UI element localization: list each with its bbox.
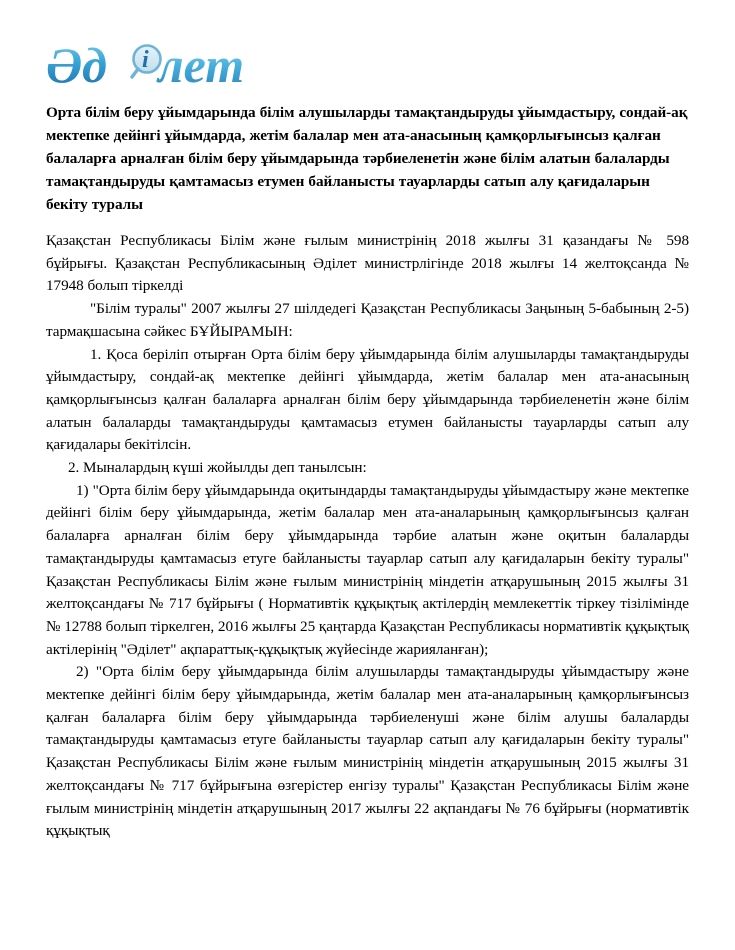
svg-text:i: i bbox=[142, 47, 149, 73]
document-title: Орта білім беру ұйымдарында білім алушыларды тамақтандыруды ұйымдастыру, сондай-ақ мектепке дейінгі ұйымдарда, жетім балалар мен ата-анасының қамқорлығынсыз қалған балаларға арналған білім беру ұйымдарында тәрбиеленетін және білім алатын балаларды тамақтандыруды қамтамасыз етумен байланысты тауарларды сатып алу қағидаларын бекіту туралы bbox=[46, 104, 688, 213]
svg-text:Әд: Әд bbox=[46, 37, 107, 93]
paragraph-clause-2-sub-2: 2) "Орта білім беру ұйымдарында білім алушыларды тамақтандыруды ұйымдастыру және мектепке дейінгі білім беру ұйымдарында, жетім балалар мен ата-аналарының қамқорлығынсыз қалған балаларға білім беру ұйымдарында тәрбиеленуші және білім алушы балаларды тамақтандыруды қамтамасыз етуге байланысты тауарлар сатып алу қағидаларын бекіту туралы" Қазақстан Республикасы Білім және ғылым министрінің міндетін атқарушының 2015 жылғы 31 желтоқсандағы № 717 бұйрығына өзгерістер енгізу туралы" Қазақстан Республикасы Білім және ғылым министрінің міндетін атқарушының 2017 жылғы 22 ақпандағы № 76 бұйрығы (нормативтік құқықтық bbox=[46, 663, 689, 840]
paragraph-clause-2-sub-1: 1) "Орта білім беру ұйымдарында оқитындарды тамақтандыруды ұйымдастыру және мектепке дейінгі білім беру ұйымдарында, жетім балалар мен ата-аналарының қамқорлығынсыз қалған балаларға арналған білім беру ұйымдарында тәрбие алатын және оқитын балаларды тамақтандыруды қамтамасыз етуге байланысты тауарлар сатып алу қағидаларын бекіту туралы" Қазақстан Республикасы Білім және ғылым министрінің міндетін атқарушының 2015 жылғы 31 желтоқсандағы № 717 бұйрығы ( Нормативтік құқықтық актілердің мемлекеттік тіркеу тізілімінде № 12788 болып тіркелген, 2016 жылғы 25 қаңтарда Қазақстан Республикасы нормативтік құқықтық актілерінің "Әділет" ақпараттық-құқықтық жүйесінде жарияланған); bbox=[46, 481, 689, 658]
adilet-logo[interactable] bbox=[46, 34, 266, 94]
adilet-logo-icon bbox=[46, 34, 266, 94]
document-content bbox=[46, 101, 689, 843]
paragraph-clause-1: 1. Қоса беріліп отырған Орта білім беру ұйымдарында білім алушыларды тамақтандыруды ұйымдастыру, сондай-ақ мектепке дейінгі ұйымдарда, жетім балалар мен ата-анасының қамқорлығынсыз қалған балаларға арналған білім беру ұйымдарында тәрбиеленетін және білім алатын балаларды тамақтандыруды қамтамасыз етумен байланысты тауарларды сатып алу қағидалары бекітілсін. bbox=[46, 345, 689, 454]
svg-text:лет: лет bbox=[158, 37, 245, 93]
paragraph-legal-basis: "Білім туралы" 2007 жылғы 27 шілдедегі Қазақстан Республикасы Заңының 5-бабының 2-5) тармақшасына сәйкес БҰЙЫРАМЫН: bbox=[46, 300, 689, 340]
paragraph-clause-2: 2. Мыналардың күші жойылды деп танылсын: bbox=[68, 459, 367, 477]
paragraph-registration-note: Қазақстан Республикасы Білім және ғылым министрінің 2018 жылғы 31 қазандағы № 598 бұйрығы. Қазақстан Республикасының Әділет министрлігінде 2018 жылғы 14 желтоқсанда № 17948 болып тіркелді bbox=[46, 232, 689, 295]
